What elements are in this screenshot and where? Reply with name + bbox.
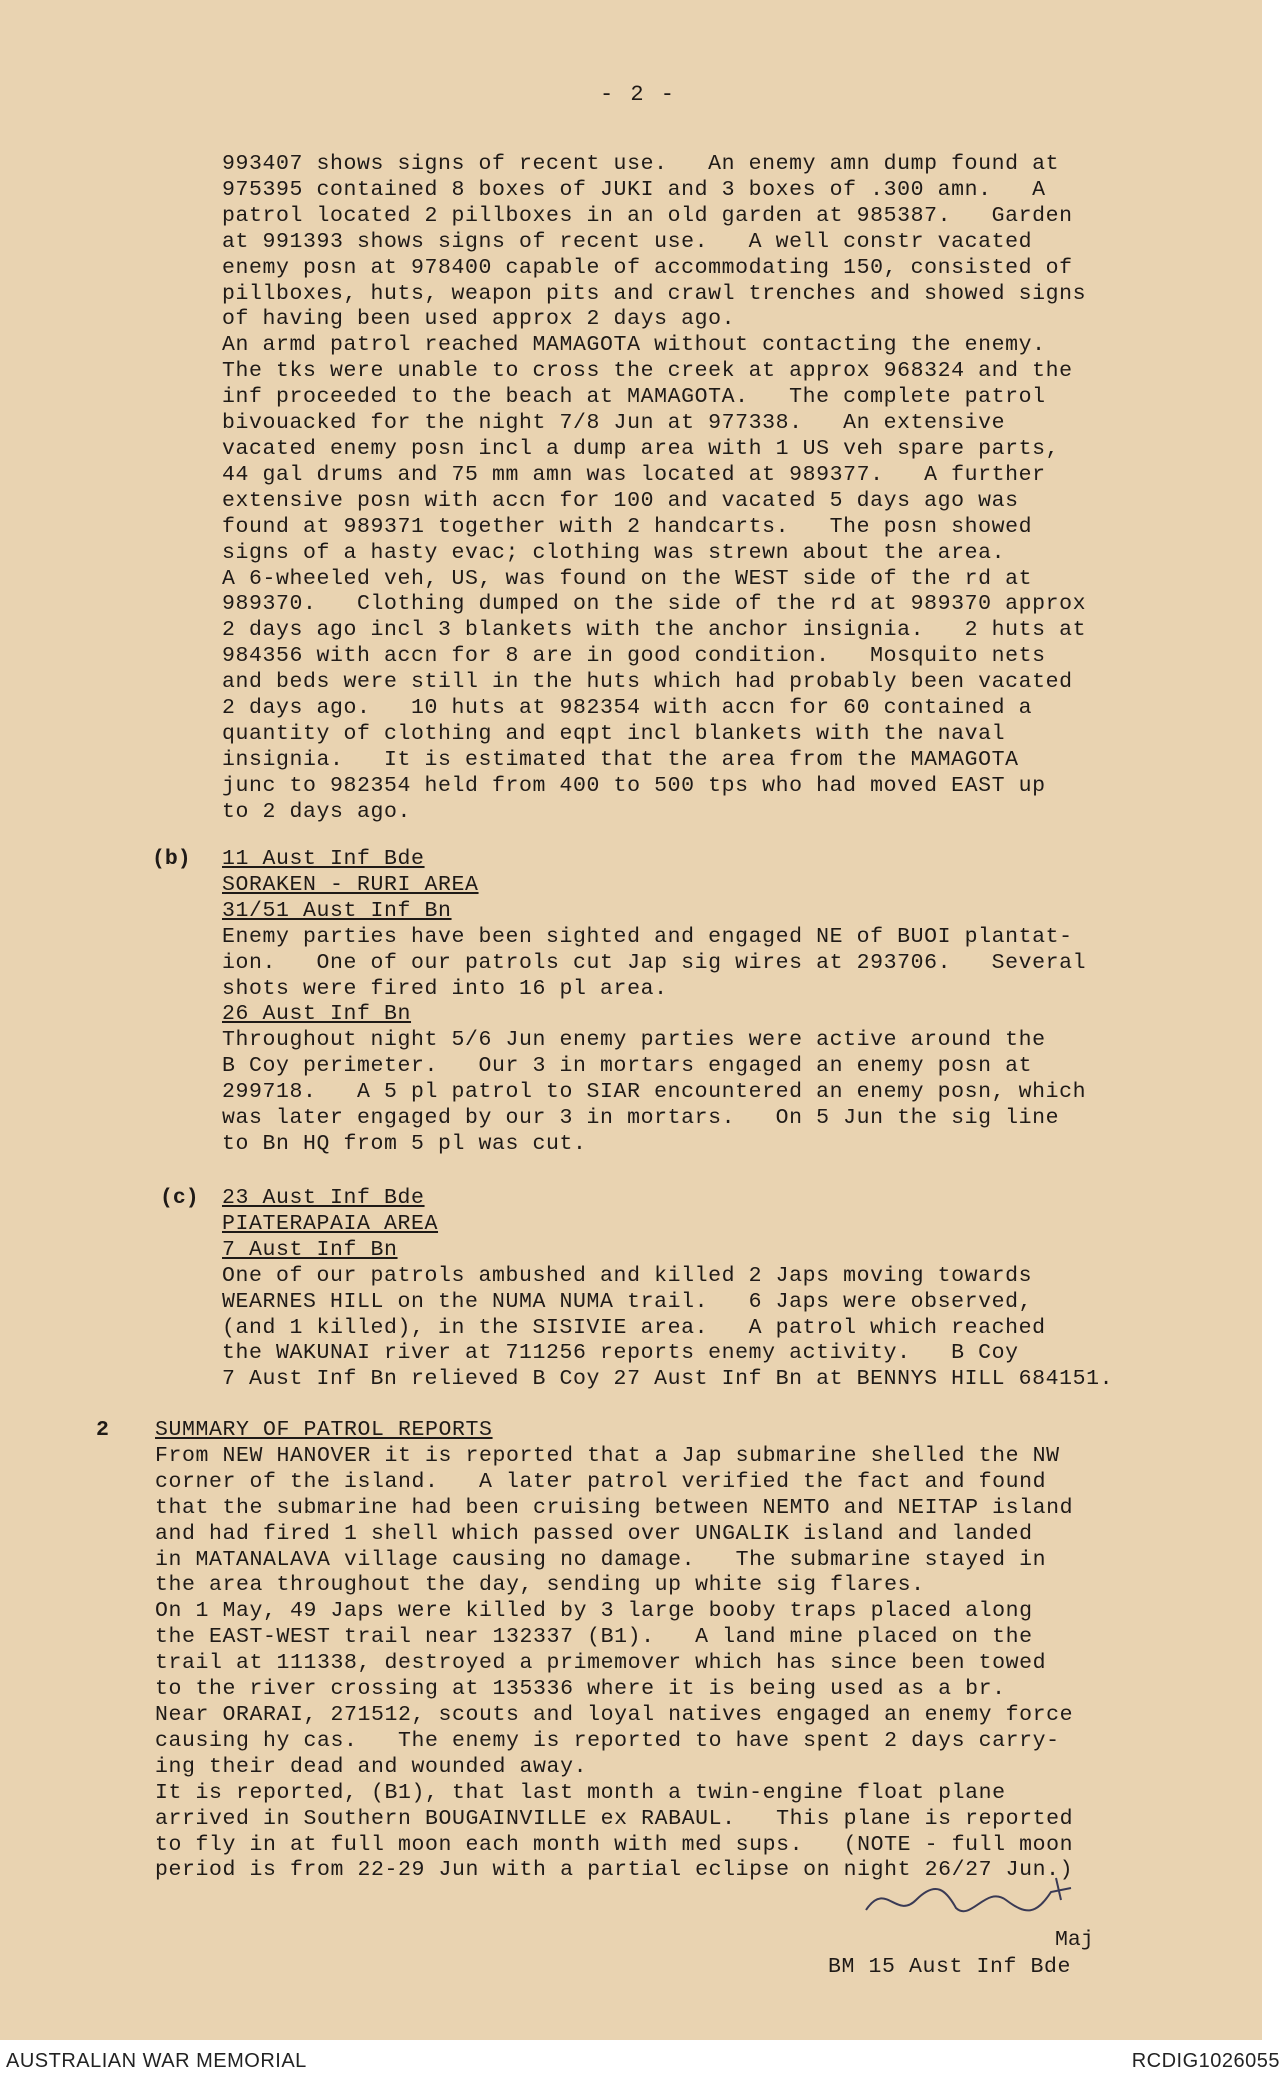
text-line: to the river crossing at 135336 where it is being used as a br. — [155, 1677, 1006, 1702]
section-c-heading: 23 Aust Inf Bde — [222, 1186, 425, 1210]
section-c-unit1: 7 Aust Inf Bn — [222, 1237, 398, 1262]
text-line: the area throughout the day, sending up white sig flares. — [155, 1573, 925, 1598]
section-b-heading: 11 Aust Inf Bde — [222, 847, 425, 871]
text-line: period is from 22-29 Jun with a partial eclipse on night 26/27 Jun.) — [155, 1858, 1074, 1883]
text-line: Enemy parties have been sighted and engaged NE of BUOI plantat- — [222, 924, 1073, 949]
text-line: 7 Aust Inf Bn relieved B Coy 27 Aust Inf Bn at BENNYS HILL 684151. — [222, 1367, 1114, 1392]
text-line: 2 days ago incl 3 blankets with the anchor insignia. 2 huts at — [222, 618, 1087, 643]
text-line: B Coy perimeter. Our 3 in mortars engaged an enemy posn at — [222, 1054, 1033, 1079]
text-line: enemy posn at 978400 capable of accommodating 150, consisted of — [222, 255, 1073, 280]
text-line: in MATANALAVA village causing no damage. The submarine stayed in — [155, 1547, 1047, 1572]
text-line: found at 989371 together with 2 handcarts. The posn showed — [222, 514, 1033, 539]
text-line: A 6-wheeled veh, US, was found on the WEST side of the rd at — [222, 566, 1033, 591]
handwritten-signature — [856, 1870, 1096, 1930]
section-c-marker: (c) — [160, 1186, 199, 1210]
text-line: inf proceeded to the beach at MAMAGOTA. The complete patrol — [222, 385, 1046, 410]
text-line: quantity of clothing and eqpt incl blankets with the naval — [222, 721, 1006, 746]
section-2 — [155, 1418, 1235, 1884]
text-line: and had fired 1 shell which passed over UNGALIK island and landed — [155, 1521, 1033, 1546]
text-line: bivouacked for the night 7/8 Jun at 977338. An extensive — [222, 411, 1006, 436]
text-line: to fly in at full moon each month with med sups. (NOTE - full moon — [155, 1832, 1074, 1857]
text-line: pillboxes, huts, weapon pits and crawl trenches and showed signs — [222, 281, 1087, 306]
signature-rank: Maj — [1055, 1928, 1094, 1952]
text-line: the WAKUNAI river at 711256 reports enemy activity. B Coy — [222, 1341, 1019, 1366]
text-line: From NEW HANOVER it is reported that a Jap submarine shelled the NW — [155, 1443, 1060, 1468]
text-line: 975395 contained 8 boxes of JUKI and 3 boxes of .300 amn. A — [222, 177, 1046, 202]
page-number: - 2 - — [600, 82, 677, 107]
text-line: patrol located 2 pillboxes in an old garden at 985387. Garden — [222, 203, 1073, 228]
text-line: It is reported, (B1), that last month a twin-engine float plane — [155, 1780, 1006, 1805]
text-line: arrived in Southern BOUGAINVILLE ex RABAUL. This plane is reported — [155, 1806, 1074, 1831]
text-line: The tks were unable to cross the creek at approx 968324 and the — [222, 359, 1073, 384]
text-line: Near ORARAI, 271512, scouts and loyal natives engaged an enemy force — [155, 1702, 1074, 1727]
text-line: signs of a hasty evac; clothing was strewn about the area. — [222, 540, 1006, 565]
text-line: 299718. A 5 pl patrol to SIAR encountered an enemy posn, which — [222, 1080, 1087, 1105]
text-line: shots were fired into 16 pl area. — [222, 976, 668, 1001]
text-line: 984356 with accn for 8 are in good condition. Mosquito nets — [222, 644, 1046, 669]
text-line: 2 days ago. 10 huts at 982354 with accn for 60 contained a — [222, 696, 1033, 721]
text-line: ion. One of our patrols cut Jap sig wires at 293706. Several — [222, 950, 1087, 975]
text-line: the EAST-WEST trail near 132337 (B1). A land mine placed on the — [155, 1625, 1033, 1650]
section-b-unit2: 26 Aust Inf Bn — [222, 1002, 412, 1027]
section-c-area: PIATERAPAIA AREA — [222, 1211, 439, 1236]
text-line: was later engaged by our 3 in mortars. On 5 Jun the sig line — [222, 1106, 1060, 1131]
text-line: 44 gal drums and 75 mm amn was located at 989377. A further — [222, 462, 1046, 487]
text-line: WEARNES HILL on the NUMA NUMA trail. 6 Japs were observed, — [222, 1289, 1033, 1314]
footer-source: AUSTRALIAN WAR MEMORIAL — [6, 2050, 307, 2072]
text-line: at 991393 shows signs of recent use. A well constr vacated — [222, 229, 1033, 254]
text-line: trail at 111338, destroyed a primemover which has since been towed — [155, 1651, 1047, 1676]
section-2-heading: SUMMARY OF PATROL REPORTS — [155, 1418, 493, 1442]
text-line: that the submarine had been cruising between NEMTO and NEITAP island — [155, 1495, 1074, 1520]
text-line: corner of the island. A later patrol verified the fact and found — [155, 1469, 1047, 1494]
section-2-number: 2 — [96, 1418, 109, 1442]
text-line: extensive posn with accn for 100 and vacated 5 days ago was — [222, 488, 1019, 513]
text-line: On 1 May, 49 Japs were killed by 3 large booby traps placed along — [155, 1599, 1033, 1624]
section-b-unit1: 31/51 Aust Inf Bn — [222, 898, 452, 923]
text-line: of having been used approx 2 days ago. — [222, 307, 736, 332]
text-line: vacated enemy posn incl a dump area with 1 US veh spare parts, — [222, 436, 1060, 461]
text-line: (and 1 killed), in the SISIVIE area. A patrol which reached — [222, 1315, 1046, 1340]
text-line: One of our patrols ambushed and killed 2 Japs moving towards — [222, 1263, 1033, 1288]
text-line: insignia. It is estimated that the area from the MAMAGOTA — [222, 747, 1019, 772]
section-a-continuation — [222, 152, 1232, 826]
text-line: Throughout night 5/6 Jun enemy parties were active around the — [222, 1028, 1046, 1053]
footer-id: RCDIG1026055 — [1131, 2050, 1280, 2072]
text-line: causing hy cas. The enemy is reported to have spent 2 days carry- — [155, 1728, 1060, 1753]
text-line: 989370. Clothing dumped on the side of the rd at 989370 approx — [222, 592, 1087, 617]
section-b — [222, 847, 1232, 1158]
section-c — [222, 1186, 1232, 1393]
section-b-marker: (b) — [152, 847, 191, 871]
text-line: to Bn HQ from 5 pl was cut. — [222, 1131, 587, 1156]
signature-title: BM 15 Aust Inf Bde — [828, 1955, 1072, 1979]
text-line: An armd patrol reached MAMAGOTA without contacting the enemy. — [222, 333, 1046, 358]
text-line: to 2 days ago. — [222, 799, 412, 824]
text-line: ing their dead and wounded away. — [155, 1754, 588, 1779]
text-line: and beds were still in the huts which had probably been vacated — [222, 670, 1073, 695]
section-b-area: SORAKEN - RURI AREA — [222, 872, 479, 897]
text-line: junc to 982354 held from 400 to 500 tps who had moved EAST up — [222, 773, 1046, 798]
text-line: 993407 shows signs of recent use. An enemy amn dump found at — [222, 152, 1060, 176]
